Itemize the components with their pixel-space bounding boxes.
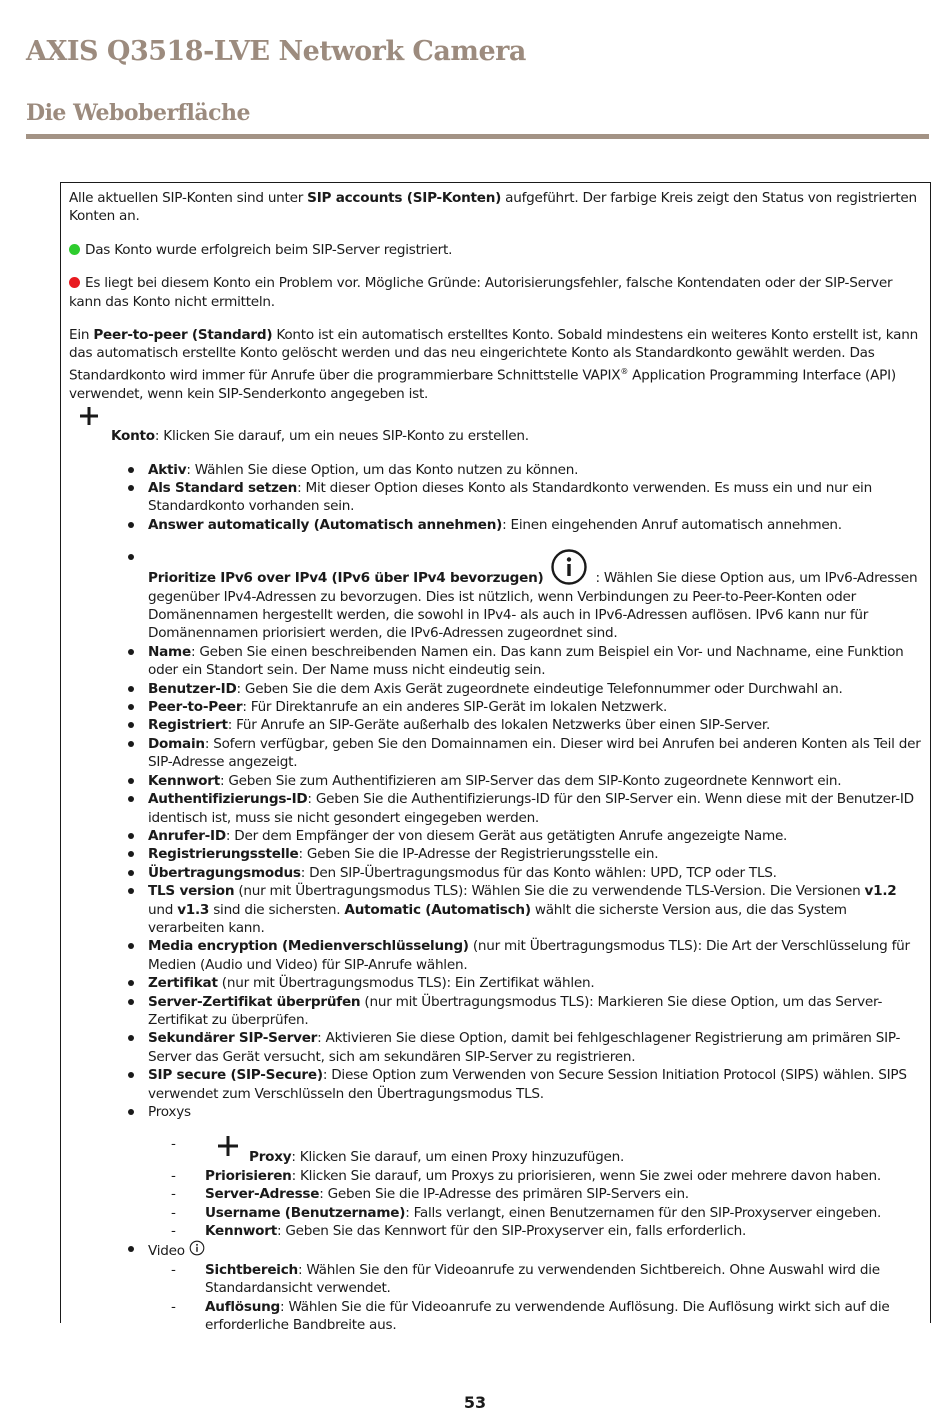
list-item: Registriert: Für Anrufe an SIP-Geräte außerhalb des lokalen Netzwerks über einen SIP-Server. (148, 716, 921, 734)
plus-icon[interactable] (79, 406, 99, 426)
add-account-row: Konto: Klicken Sie darauf, um ein neues SIP-Konto zu erstellen. (69, 427, 921, 445)
peer-to-peer-term: Peer-to-peer (Standard) (93, 327, 273, 344)
green-status-dot-icon (69, 244, 80, 255)
plus-icon[interactable] (217, 1135, 239, 1157)
list-item: - Auflösung: Wählen Sie die für Videoanrufe zu verwendende Auflösung. Die Auflösung wirkt sich auf die erforderliche Bandbreite aus. (205, 1298, 921, 1335)
list-item: Benutzer-ID: Geben Sie die dem Axis Gerät zugeordnete eindeutige Telefonnummer oder Durchwahl an. (148, 680, 921, 698)
list-item: Anrufer-ID: Der dem Empfänger der von diesem Gerät aus getätigten Anrufe angezeigte Name. (148, 827, 921, 845)
list-item-video: Video - Sichtbereich: Wählen Sie den für Videoanrufe zu verwendenden Sichtbereich. Ohne Auswahl wird die Standardansicht verwendet. - Auflösung: Wählen Sie die für Videoanrufe zu verwendende Auflösung. Die Auflösung wirkt sich auf die erforderliche Bandbreite aus. (148, 1240, 921, 1334)
list-item: Übertragungsmodus: Den SIP-Übertragungsmodus für das Konto wählen: UPD, TCP oder TLS. (148, 864, 921, 882)
list-item: Sekundärer SIP-Server: Aktivieren Sie diese Option, damit bei fehlgeschlagener Registrierung am primären SIP-Server das Gerät versucht, sich am sekundären SIP-Server zu registrieren. (148, 1029, 921, 1066)
list-item: - Proxy: Klicken Sie darauf, um einen Proxy hinzuzufügen. (205, 1135, 921, 1166)
list-item: - Priorisieren: Klicken Sie darauf, um Proxys zu priorisieren, wenn Sie zwei oder mehrere davon haben. (205, 1167, 921, 1185)
section-title: Die Weboberfläche (26, 100, 250, 126)
list-item: Kennwort: Geben Sie zum Authentifizieren am SIP-Server das dem SIP-Konto zugeordnete Kennwort ein. (148, 772, 921, 790)
list-item: - Kennwort: Geben Sie das Kennwort für den SIP-Proxyserver ein, falls erforderlich. (205, 1222, 921, 1240)
status-problem: Es liegt bei diesem Konto ein Problem vor. Mögliche Gründe: Autorisierungsfehler, falsche Kontendaten oder der SIP-Server kann das Konto nicht ermitteln. (69, 275, 893, 310)
list-item: - Sichtbereich: Wählen Sie den für Videoanrufe zu verwendenden Sichtbereich. Ohne Auswahl wird die Standardansicht verwendet. (205, 1261, 921, 1298)
default-account-paragraph: Ein Peer-to-peer (Standard) Konto ist ein automatisch erstelltes Konto. Sobald mindestens ein weiteres Konto erstellt ist, kann das automatisch erstellte Konto gelöscht werden und das neu eingerichtete Konto als Standardkonto gewählt werden. Das Standardkonto wird immer für Anrufe über die programmierbare Schnittstelle VAPIX® Application Programming Interface (API) verwendet, wenn kein SIP-Senderkonto angegeben ist. (69, 327, 918, 402)
intro-paragraph: Alle aktuellen SIP-Konten sind unter SIP accounts (SIP-Konten) aufgeführt. Der farbige Kreis zeigt den Status von registrierten Konten an. (69, 190, 917, 225)
account-term: Konto (111, 428, 155, 445)
list-item: - Username (Benutzername): Falls verlangt, einen Benutzernamen für den SIP-Proxyserver eingeben. (205, 1204, 921, 1222)
list-item: Registrierungsstelle: Geben Sie die IP-Adresse der Registrierungsstelle ein. (148, 845, 921, 863)
list-item: Media encryption (Medienverschlüsselung) (nur mit Übertragungsmodus TLS): Die Art der Verschlüsselung für Medien (Audio und Video) für SIP-Anrufe wählen. (148, 937, 921, 974)
list-item: Als Standard setzen: Mit dieser Option dieses Konto als Standardkonto verwenden. Es muss ein und nur ein Standardkonto vorhanden sein. (148, 479, 921, 516)
content-body (69, 189, 921, 1334)
red-status-dot-icon (69, 277, 80, 288)
video-options-list (148, 1261, 921, 1335)
list-item: Server-Zertifikat überprüfen (nur mit Übertragungsmodus TLS): Markieren Sie diese Option, um das Server-Zertifikat zu überprüfen. (148, 993, 921, 1030)
page-number: 53 (463, 1393, 487, 1412)
list-item-proxys: Proxys - Proxy: Klicken Sie darauf, um einen Proxy hinzuzufügen. - Priorisieren: Klicken Sie darauf, um Proxys zu priorisieren, wenn Sie zwei oder mehrere davon haben. - Server-Adresse: Geben Sie die IP-Adresse des primären SIP-Servers ein. - Username (Benutzername): Falls verlangt, einen Benutzernamen für den SIP-Proxyserver eingeben. - Kennwort: Geben Sie das Kennwort für den SIP-Proxyserver ein, falls erforderlich. (148, 1103, 921, 1240)
list-item: Zertifikat (nur mit Übertragungsmodus TLS): Ein Zertifikat wählen. (148, 974, 921, 992)
account-options-list (69, 461, 921, 1335)
sip-accounts-term: SIP accounts (SIP-Konten) (307, 190, 502, 206)
list-item: Prioritize IPv6 over IPv4 (IPv6 über IPv4 bevorzugen) : Wählen Sie diese Option aus, um IPv6-Adressen gegenüber IPv4-Adressen zu bevorzugen. Dies ist nützlich, wenn Verbindungen zu Peer-to-Peer-Konten oder Domänennamen hergestellt werden, die sowohl in IPv4- als auch in IPv6-Adressen auflösen. IPv6 kann nur für Domänennamen priorisiert werden, die IPv6-Adressen zugeordnet sind. (148, 548, 921, 643)
list-item: Domain: Sofern verfügbar, geben Sie den Domainnamen ein. Dieser wird bei Anrufen bei anderen Konten als Teil der SIP-Adresse angezeigt. (148, 735, 921, 771)
info-icon (189, 1240, 205, 1256)
list-item: SIP secure (SIP-Secure): Diese Option zum Verwenden von Secure Session Initiation Protocol (SIPS) wählen. SIPS verwendet zum Verschlüsseln den Übertragungsmodus TLS. (148, 1066, 921, 1103)
info-icon (550, 548, 588, 586)
list-item: Authentifizierungs-ID: Geben Sie die Authentifizierungs-ID für den SIP-Server ein. Wenn diese mit der Benutzer-ID identisch ist, muss sie nicht gesondert eingegeben werden. (148, 790, 921, 827)
list-item: Peer-to-Peer: Für Direktanrufe an ein anderes SIP-Gerät im lokalen Netzwerk. (148, 698, 921, 716)
list-item: - Server-Adresse: Geben Sie die IP-Adresse des primären SIP-Servers ein. (205, 1185, 921, 1203)
list-item: Name: Geben Sie einen beschreibenden Namen ein. Das kann zum Beispiel ein Vor- und Nachname, eine Funktion oder ein Standort sein. Der Name muss nicht eindeutig sein. (148, 643, 921, 680)
header-rule (26, 134, 929, 139)
proxy-options-list (148, 1135, 921, 1240)
list-item: Aktiv: Wählen Sie diese Option, um das Konto nutzen zu können. (148, 461, 921, 479)
status-registered: Das Konto wurde erfolgreich beim SIP-Server registriert. (69, 241, 921, 259)
document-title: AXIS Q3518-LVE Network Camera (26, 36, 526, 67)
list-item: Answer automatically (Automatisch annehmen): Einen eingehenden Anruf automatisch annehmen. (148, 516, 921, 534)
list-item-tls: TLS version (nur mit Übertragungsmodus TLS): Wählen Sie die zu verwendende TLS-Version. Die Versionen v1.2 und v1.3 sind die sichersten. Automatic (Automatisch) wählt die sicherste Version aus, die das System verarbeiten kann. (148, 882, 921, 937)
